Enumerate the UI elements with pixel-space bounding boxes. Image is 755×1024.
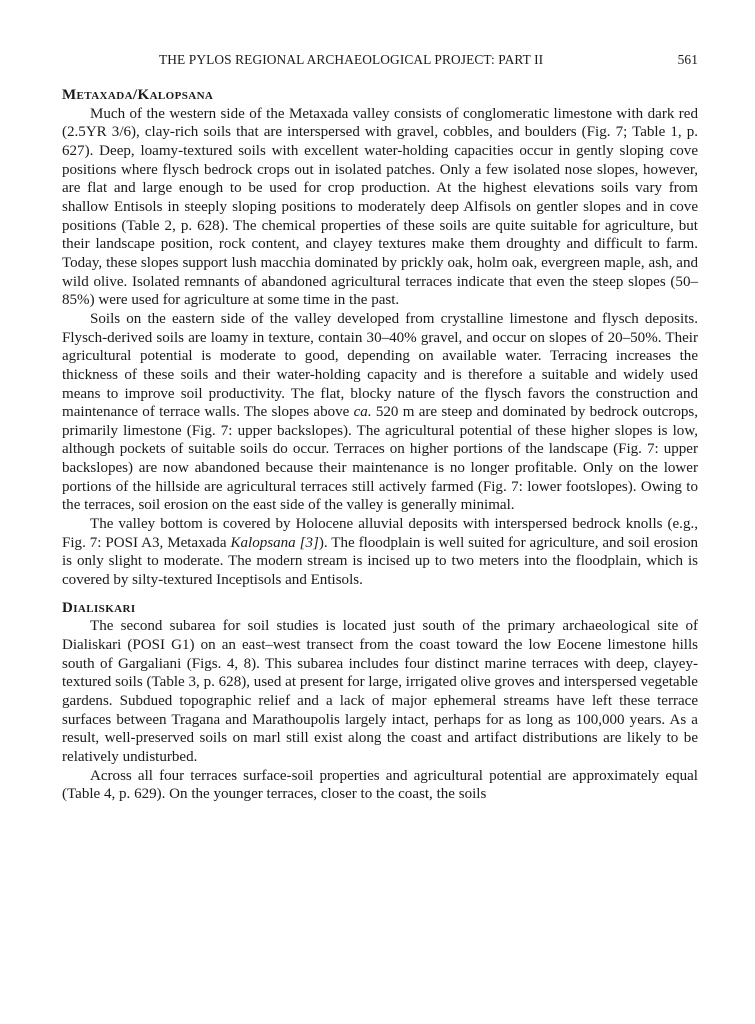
paragraph-text: Soils on the eastern side of the valley developed from crystalline limestone and flysch deposits. Flysch-derived soils are loamy in texture, contain 30–40% gravel, and occur on slopes of 20–50%. Their agricultural potential is moderate to good, depending on available water. Terracing increases the thickness of these soils and their water-holding capacity and is therefore a suitable and widely used means to improve soil productivity. The flat, blocky nature of the flysch favors the construction and maintenance of terrace walls. The slopes above	[62, 310, 698, 421]
paragraph: Much of the western side of the Metaxada valley consists of conglomeratic limestone with dark red (2.5YR 3/6), clay-rich soils that are interspersed with gravel, cobbles, and boulders (Fig. 7; Table 1, p. 627). Deep, loamy-textured soils with excellent water-holding capacities occur in gently sloping cove positions where flysch bedrock crops out in isolated patches. Only a few isolated nose slopes, however, are flat and large enough to be used for crop production. At the highest elevations soils vary from shallow Entisols in steeply sloping positions to moderately deep Alfisols on gentler slopes and in cove positions (Table 2, p. 628). The chemical properties of these soils are quite suitable for agriculture, but their landscape position, rock content, and clayey textures make them droughty and difficult to farm. Today, these slopes support lush macchia dominated by prickly oak, holm oak, evergreen maple, ash, and wild olive. Isolated remnants of abandoned agricultural terraces indicate that even the steep slopes (50–85%) were used for agriculture at some time in the past.	[62, 105, 698, 309]
italic-term: ca.	[353, 404, 372, 421]
italic-site-name: Kalopsana [3]	[230, 534, 319, 551]
body-text	[62, 86, 698, 804]
paragraph-text: ). The floodplain is well suited for agriculture, and soil erosion is only slight to moderate. The modern stream is incised up to two meters into the floodplain, which is covered by silty-textured Inceptisols and Entisols.	[62, 534, 699, 589]
running-title: THE PYLOS REGIONAL ARCHAEOLOGICAL PROJECT: PART II	[159, 52, 544, 67]
section-heading-dialiskari: Dialiskari	[62, 599, 136, 616]
page-number: 561	[677, 52, 698, 67]
paragraph: The second subarea for soil studies is located just south of the primary archaeological site of Dialiskari (POSI G1) on an east–west transect from the coast toward the low Eocene limestone hills south of Gargaliani (Figs. 4, 8). This subarea includes four distinct marine terraces with deep, clayey-textured soils (Table 3, p. 628), used at present for large, irrigated olive groves and interspersed vegetable gardens. Subdued topographic relief and a lack of major ephemeral streams have left these terrace surfaces between Tragana and Marathoupolis largely intact, perhaps for as long as 100,000 years. As a result, well-preserved soils on marl still exist along the coast and artifact distributions are likely to be relatively undisturbed.	[62, 618, 698, 765]
paragraph	[62, 515, 698, 590]
section-gap	[62, 590, 698, 599]
paragraph-text: 520 m are steep and dominated by bedrock outcrops, primarily limestone (Fig. 7: upper backslopes). The agricultural potential of these higher slopes is low, although pockets of suitable soils do occur. Terraces on higher portions of the landscape (Fig. 7: upper backslopes) are now abandoned because their maintenance is no longer profitable. Only on the lower portions of the hillside are agricultural terraces still actively farmed (Fig. 7: lower footslopes). Owing to the terraces, soil erosion on the east side of the valley is generally minimal.	[62, 404, 698, 514]
paragraph-text: The valley bottom is covered by Holocene alluvial deposits with interspersed bedrock knolls (e.g., Fig. 7: POSI A3, Metaxada	[62, 516, 698, 551]
section-heading-metaxada: Metaxada/Kalopsana	[62, 87, 214, 103]
paragraph	[62, 310, 698, 515]
paragraph: Across all four terraces surface-soil properties and agricultural potential are approximately equal (Table 4, p. 629). On the younger terraces, closer to the coast, the soils	[62, 767, 698, 803]
